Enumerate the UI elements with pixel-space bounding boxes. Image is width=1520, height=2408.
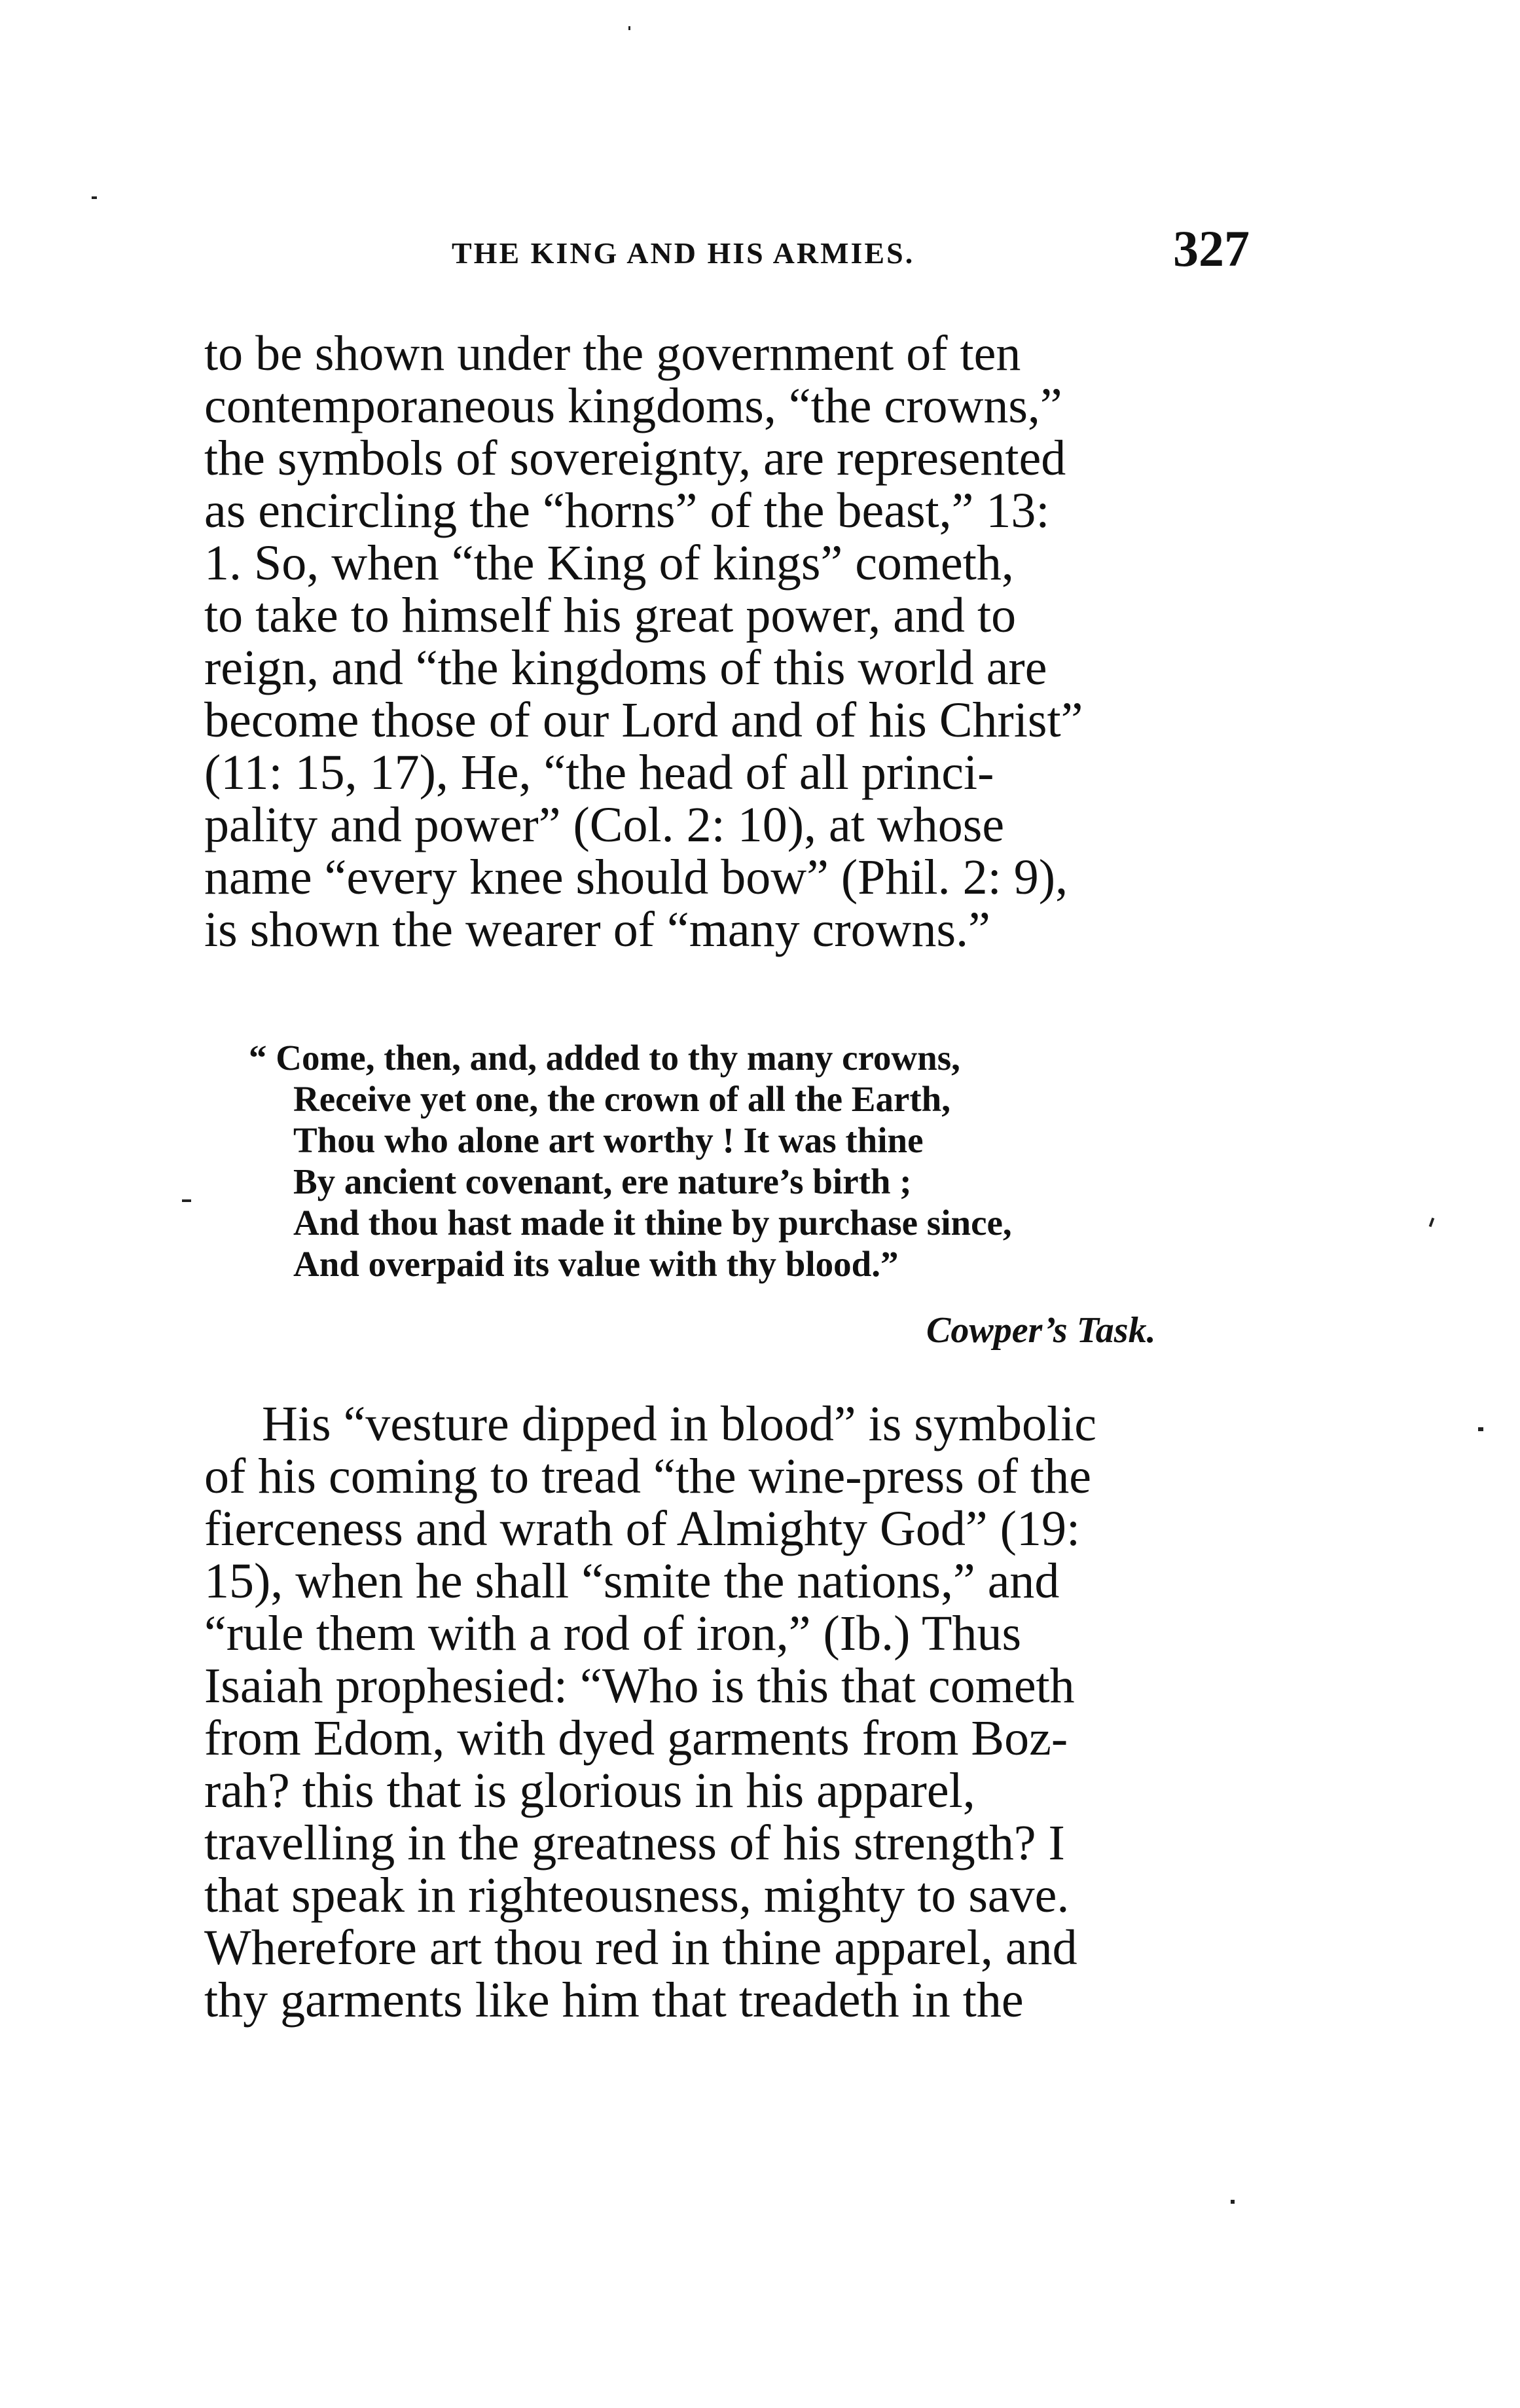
text-line: to be shown under the government of ten (204, 326, 1021, 381)
poem-attribution: Cowper’s Task. (926, 1310, 1156, 1351)
text-line: that speak in righteousness, mighty to save. (204, 1868, 1070, 1923)
text-line: as encircling the “horns” of the beast,” 13: (204, 483, 1050, 538)
text-line: Wherefore art thou red in thine apparel, and (204, 1920, 1077, 1975)
verse-line: By ancient covenant, ere nature’s birth ; (293, 1161, 912, 1201)
verse-line: “ Come, then, and, added to thy many crowns, (249, 1038, 960, 1078)
verse-line: Thou who alone art worthy ! It was thine (293, 1120, 924, 1160)
text-line: 15), when he shall “smite the nations,” and (204, 1554, 1060, 1609)
text-line: name “every knee should bow” (Phil. 2: 9), (204, 850, 1068, 905)
text-line: reign, and “the kingdoms of this world are (204, 640, 1047, 695)
text-line: Isaiah prophesied: “Who is this that cometh (204, 1658, 1075, 1713)
text-line: become those of our Lord and of his Christ” (204, 693, 1083, 748)
page-number: 327 (1173, 220, 1250, 277)
verse-line: And thou hast made it thine by purchase since, (293, 1203, 1012, 1243)
text-line: the symbols of sovereignty, are represented (204, 431, 1066, 486)
text-line: travelling in the greatness of his strength? I (204, 1815, 1065, 1870)
scan-speck (1478, 1427, 1483, 1431)
text-line: (11: 15, 17), He, “the head of all princi- (204, 745, 994, 800)
scan-speck (1429, 1218, 1435, 1228)
text-line: rah? this that is glorious in his apparel, (204, 1763, 975, 1818)
verse-line: And overpaid its value with thy blood.” (293, 1244, 899, 1284)
scan-speck (628, 26, 630, 30)
text-line: fierceness and wrath of Almighty God” (19: (204, 1501, 1081, 1556)
text-line: to take to himself his great power, and to (204, 588, 1017, 643)
running-head: THE KING AND HIS ARMIES. (452, 236, 915, 270)
text-line: “rule them with a rod of iron,” (Ib.) Thus (204, 1606, 1022, 1661)
text-line: His “vesture dipped in blood” is symbolic (262, 1396, 1096, 1451)
text-line: thy garments like him that treadeth in the (204, 1973, 1024, 2028)
text-line: pality and power” (Col. 2: 10), at whose (204, 797, 1005, 852)
text-line: contemporaneous kingdoms, “the crowns,” (204, 378, 1062, 433)
scan-speck (92, 196, 97, 199)
text-line: of his coming to tread “the wine-press of the (204, 1449, 1091, 1504)
verse-line: Receive yet one, the crown of all the Earth, (293, 1079, 951, 1119)
text-line: 1. So, when “the King of kings” cometh, (204, 536, 1014, 591)
text-line: is shown the wearer of “many crowns.” (204, 902, 990, 957)
text-line: from Edom, with dyed garments from Boz- (204, 1711, 1068, 1766)
scan-speck (1231, 2200, 1235, 2204)
scan-speck (182, 1199, 191, 1202)
